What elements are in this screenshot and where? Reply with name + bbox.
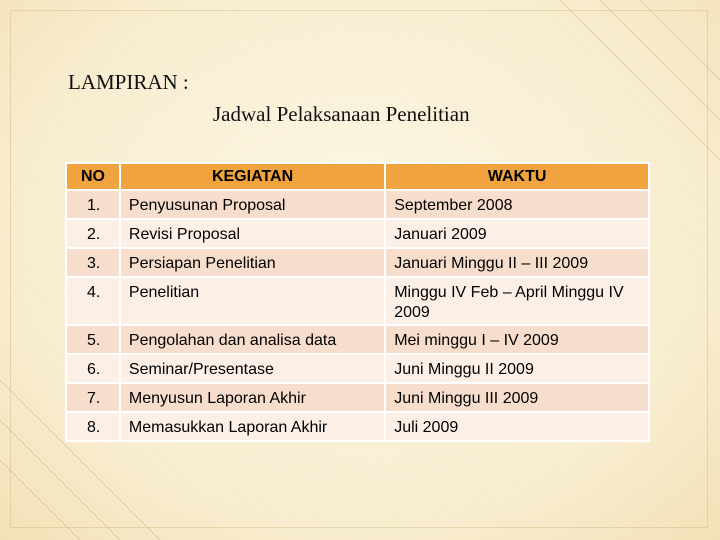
- cell-no: 7.: [66, 383, 120, 412]
- header-no: NO: [66, 163, 120, 190]
- table-row: [66, 383, 649, 412]
- cell-kegiatan: Penyusunan Proposal: [120, 190, 385, 219]
- cell-waktu: Minggu IV Feb – April Minggu IV 2009: [385, 277, 649, 325]
- table-row: [66, 248, 649, 277]
- cell-waktu: Juli 2009: [385, 412, 649, 441]
- cell-no: 2.: [66, 219, 120, 248]
- schedule-table: [65, 162, 650, 442]
- cell-waktu: Januari 2009: [385, 219, 649, 248]
- cell-kegiatan: Persiapan Penelitian: [120, 248, 385, 277]
- cell-kegiatan: Menyusun Laporan Akhir: [120, 383, 385, 412]
- cell-no: 3.: [66, 248, 120, 277]
- cell-no: 1.: [66, 190, 120, 219]
- slide-title: LAMPIRAN :: [68, 70, 189, 94]
- table-row: [66, 219, 649, 248]
- table-row: [66, 412, 649, 441]
- table-row: [66, 190, 649, 219]
- table-row: [66, 325, 649, 354]
- slide-subtitle: Jadwal Pelaksanaan Penelitian: [213, 102, 470, 126]
- cell-waktu: Januari Minggu II – III 2009: [385, 248, 649, 277]
- header-kegiatan: KEGIATAN: [120, 163, 385, 190]
- header-waktu: WAKTU: [385, 163, 649, 190]
- cell-no: 8.: [66, 412, 120, 441]
- table-row: [66, 354, 649, 383]
- cell-no: 4.: [66, 277, 120, 325]
- cell-no: 5.: [66, 325, 120, 354]
- table-header-row: [66, 163, 649, 190]
- cell-waktu: Mei minggu I – IV 2009: [385, 325, 649, 354]
- cell-waktu: Juni Minggu III 2009: [385, 383, 649, 412]
- cell-kegiatan: Seminar/Presentase: [120, 354, 385, 383]
- cell-kegiatan: Penelitian: [120, 277, 385, 325]
- cell-kegiatan: Pengolahan dan analisa data: [120, 325, 385, 354]
- cell-kegiatan: Memasukkan Laporan Akhir: [120, 412, 385, 441]
- cell-waktu: September 2008: [385, 190, 649, 219]
- cell-no: 6.: [66, 354, 120, 383]
- cell-kegiatan: Revisi Proposal: [120, 219, 385, 248]
- cell-waktu: Juni Minggu II 2009: [385, 354, 649, 383]
- table-row: [66, 277, 649, 325]
